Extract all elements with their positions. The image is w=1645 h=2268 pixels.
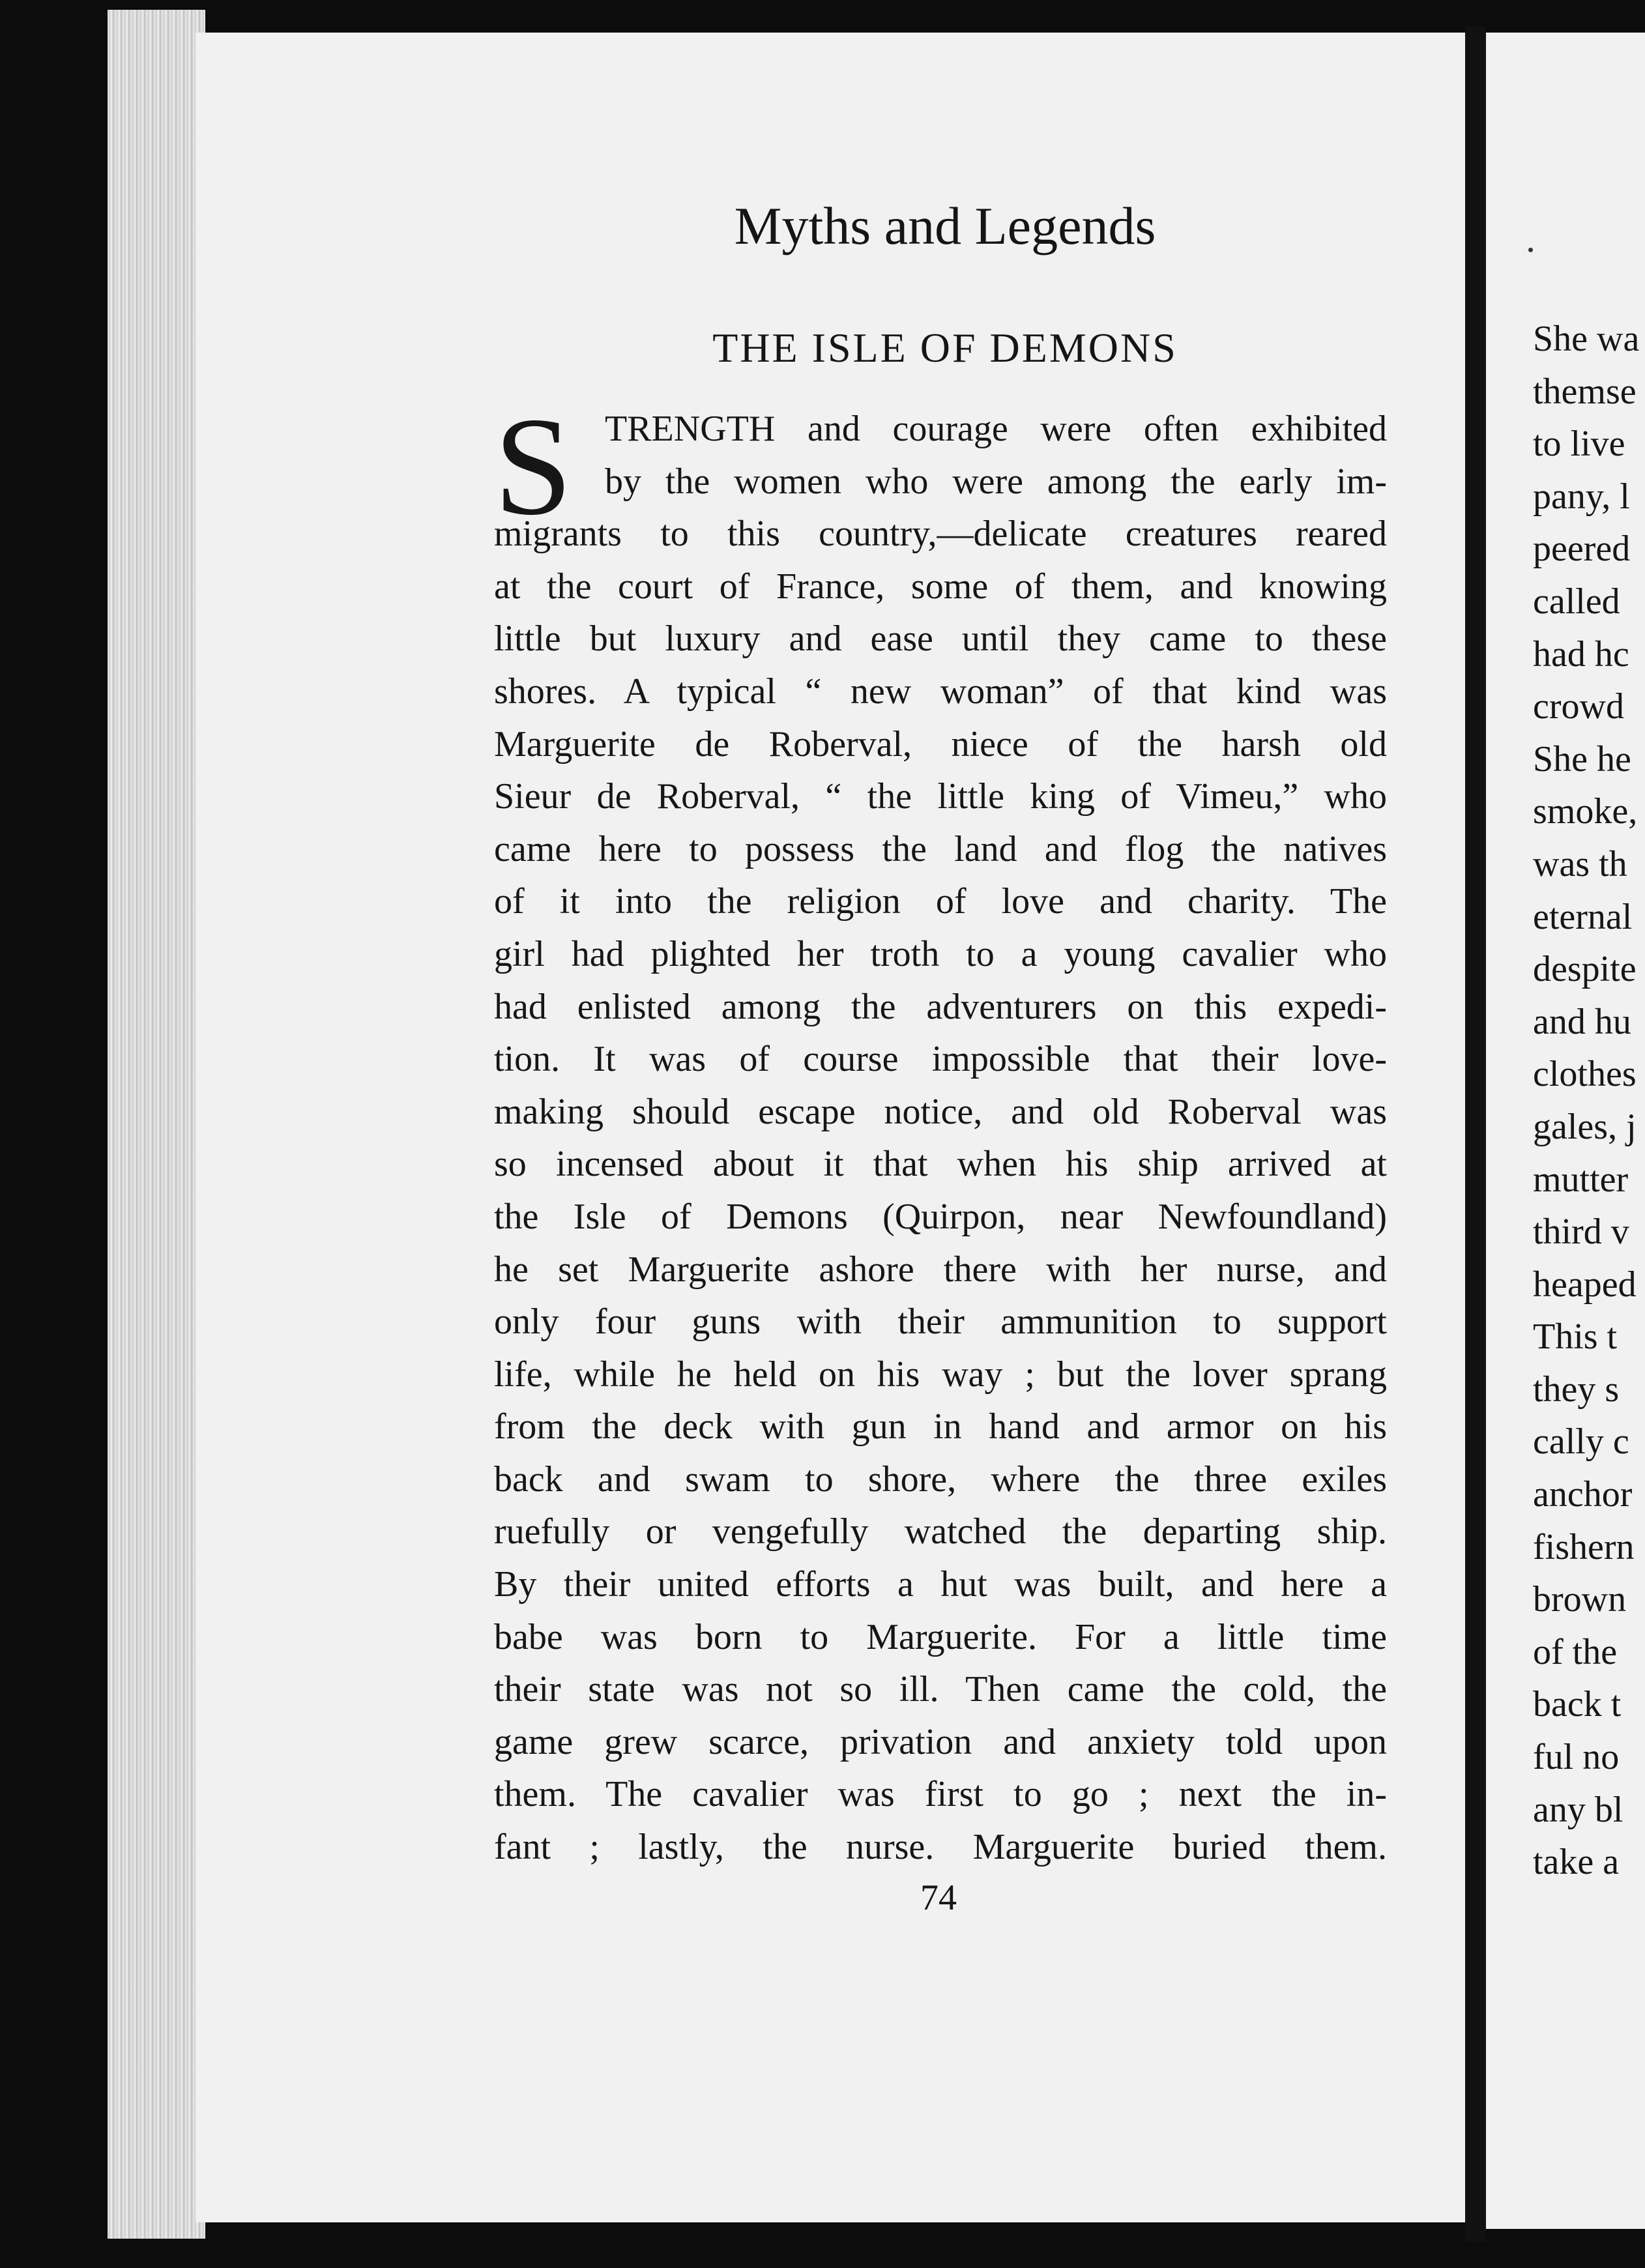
- text-line: little but luxury and ease until they came to these: [494, 618, 1387, 660]
- text-line: by the women who were among the early im-: [605, 461, 1387, 502]
- text-line: Sieur de Roberval, “ the little king of Vimeu,” who: [494, 776, 1387, 817]
- text-line: their state was not so ill. Then came the cold, the: [494, 1669, 1387, 1710]
- text-line: back and swam to shore, where the three exiles: [494, 1459, 1387, 1500]
- text-line: By their united efforts a hut was built, and here a: [494, 1564, 1387, 1605]
- text-line: anchor: [1533, 1474, 1633, 1515]
- text-line: shores. A typical “ new woman” of that kind was: [494, 671, 1387, 712]
- text-line: clothes: [1533, 1054, 1637, 1095]
- text-line: came here to possess the land and flog the natives: [494, 828, 1387, 869]
- body-text: [494, 388, 1387, 1874]
- text-line: making should escape notice, and old Roberval was: [494, 1091, 1387, 1132]
- text-line: was th: [1533, 843, 1627, 884]
- drop-cap: S: [494, 388, 573, 544]
- text-line: he set Marguerite ashore there with her nurse, and: [494, 1249, 1387, 1290]
- text-line: game grew scarce, privation and anxiety told upon: [494, 1721, 1387, 1762]
- text-line: Marguerite de Roberval, niece of the harsh old: [494, 723, 1387, 764]
- running-head: Myths and Legends: [734, 196, 1156, 255]
- text-line: third v: [1533, 1212, 1629, 1253]
- text-line: migrants to this country,—delicate creatures reared: [494, 514, 1387, 555]
- text-line: smoke,: [1533, 791, 1638, 832]
- text-line: any bl: [1533, 1789, 1623, 1830]
- text-line: had enlisted among the adventurers on this expedi-: [494, 986, 1387, 1027]
- text-line: eternal: [1533, 896, 1633, 937]
- right-page-text: [1533, 313, 1645, 1889]
- chapter-title: THE ISLE OF DEMONS: [712, 325, 1178, 371]
- text-line: had hc: [1533, 633, 1629, 675]
- text-line: to live: [1533, 424, 1625, 465]
- text-line: only four guns with their ammunition to support: [494, 1301, 1387, 1343]
- ink-speck: [1528, 248, 1533, 252]
- text-line: heaped: [1533, 1264, 1637, 1305]
- text-line: She he: [1533, 738, 1631, 779]
- book-gutter: [1465, 26, 1486, 2242]
- text-line: from the deck with gun in hand and armor on his: [494, 1406, 1387, 1447]
- text-line: girl had plighted her troth to a young cavalier who: [494, 933, 1387, 974]
- text-line: called: [1533, 581, 1620, 622]
- text-line: life, while he held on his way ; but the lover sprang: [494, 1354, 1387, 1395]
- text-line: ruefully or vengefully watched the departing ship.: [494, 1511, 1387, 1552]
- text-line: cally c: [1533, 1421, 1629, 1462]
- text-line: This t: [1533, 1316, 1618, 1358]
- text-line: babe was born to Marguerite. For a little time: [494, 1616, 1387, 1657]
- text-line: She wa: [1533, 319, 1640, 359]
- text-line: ful no: [1533, 1737, 1620, 1778]
- text-line: crowd: [1533, 686, 1624, 727]
- text-line: back t: [1533, 1684, 1622, 1725]
- text-line: peered: [1533, 529, 1631, 570]
- page-number: 74: [920, 1878, 957, 1918]
- page-edges: [108, 10, 205, 2239]
- text-line: of it into the religion of love and charity. The: [494, 881, 1387, 922]
- text-line: them. The cavalier was first to go ; next the in-: [494, 1774, 1387, 1815]
- text-line: mutter: [1533, 1159, 1629, 1200]
- text-line: at the court of France, some of them, and knowing: [494, 566, 1387, 607]
- text-line: and hu: [1533, 1001, 1631, 1042]
- text-line: fishern: [1533, 1526, 1635, 1567]
- text-line: the Isle of Demons (Quirpon, near Newfoundland): [494, 1196, 1387, 1237]
- text-line: they s: [1533, 1369, 1620, 1410]
- text-line: brown: [1533, 1579, 1627, 1620]
- text-line: tion. It was of course impossible that their love-: [494, 1039, 1387, 1080]
- text-line: take a: [1533, 1842, 1620, 1883]
- text-line: fant ; lastly, the nurse. Marguerite buried them.: [494, 1827, 1387, 1868]
- text-line: of the: [1533, 1631, 1618, 1672]
- text-line: despite: [1533, 949, 1637, 990]
- text-line: so incensed about it that when his ship arrived at: [494, 1144, 1387, 1185]
- text-line: TRENGTH and courage were often exhibited: [605, 409, 1387, 449]
- text-line: pany, l: [1533, 476, 1630, 517]
- text-line: themse: [1533, 371, 1637, 412]
- text-line: gales, j: [1533, 1106, 1637, 1147]
